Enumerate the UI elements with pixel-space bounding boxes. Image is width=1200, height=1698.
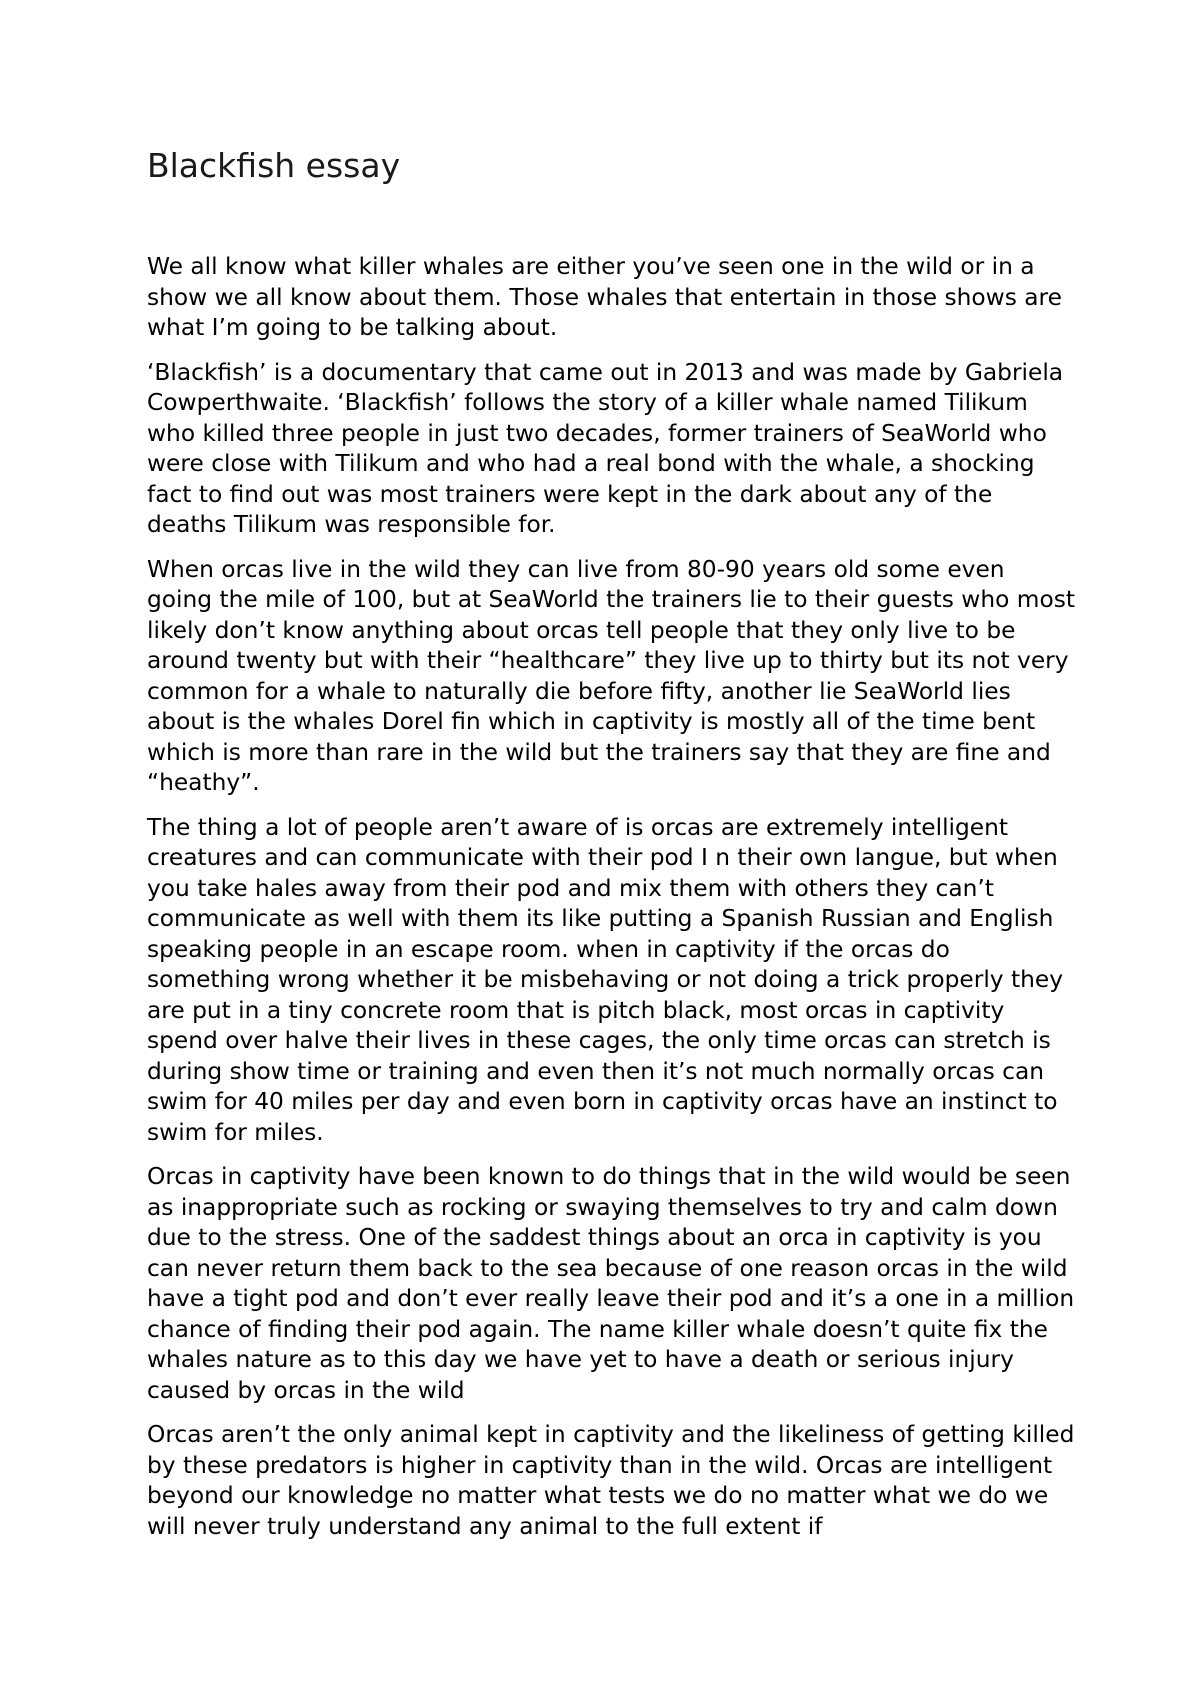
document-title: Blackfish essay [147,146,401,185]
paragraph: When orcas live in the wild they can live from 80-90 years old some even going the mile of 100, but at SeaWorld the trainers lie to their guests who most likely don’t know anything about orcas tell people that they only live to be around twenty but with their “healthcare” they live up to thirty but its not very common for a whale to naturally die before fifty, another lie SeaWorld lies about is the whales Dorel fin which in captivity is mostly all of the time bent which is more than rare in the wild but the trainers say that they are fine and “heathy”. [147,555,1075,796]
paragraph: The thing a lot of people aren’t aware of is orcas are extremely intelligent creatures and can communicate with their pod I n their own langue, but when you take hales away from their pod and mix them with others they can’t communicate as well with them its like putting a Spanish Russian and English speaking people in an escape room. when in captivity if the orcas do something wrong whether it be misbehaving or not doing a trick properly they are put in a tiny concrete room that is pitch black, most orcas in captivity spend over halve their lives in these cages, the only time orcas can stretch is during show time or training and even then it’s not much normally orcas can swim for 40 miles per day and even born in captivity orcas have an instinct to swim for miles. [147,813,1064,1146]
document-content [147,146,1077,1556]
paragraph: ‘Blackfish’ is a documentary that came out in 2013 and was made by Gabriela Cowperthwaite. ‘Blackfish’ follows the story of a killer whale named Tilikum who killed three people in just two decades, former trainers of SeaWorld who were close with Tilikum and who had a real bond with the whale, a shocking fact to find out was most trainers were kept in the dark about any of the deaths Tilikum was responsible for. [147,358,1064,538]
paragraph: Orcas aren’t the only animal kept in captivity and the likeliness of getting killed by these predators is higher in captivity than in the wild. Orcas are intelligent beyond our knowledge no matter what tests we do no matter what we do we will never truly understand any animal to the full extent if [147,1421,1075,1540]
paragraph: We all know what killer whales are either you’ve seen one in the wild or in a show we all know about them. Those whales that entertain in those shows are what I’m going to be talking about. [147,253,1062,341]
paragraph: Orcas in captivity have been known to do things that in the wild would be seen as inappropriate such as rocking or swaying themselves to try and calm down due to the stress. One of the saddest things about an orca in captivity is you can never return them back to the sea because of one reason orcas in the wild have a tight pod and don’t ever really leave their pod and it’s a one in a million chance of finding their pod again. The name killer whale doesn’t quite fix the whales nature as to this day we have yet to have a death or serious injury caused by orcas in the wild [147,1163,1075,1404]
document-body [147,252,1077,1542]
